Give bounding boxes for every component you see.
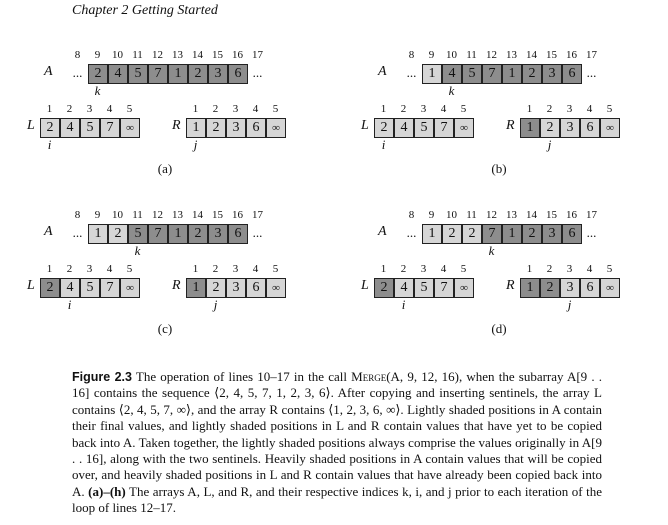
- l-index: 3: [86, 263, 93, 275]
- a-index: 11: [466, 209, 477, 221]
- a-index: 16: [232, 209, 243, 221]
- l-cell: 4: [394, 118, 414, 138]
- a-index: 13: [172, 209, 183, 221]
- a-index: 8: [408, 49, 415, 61]
- a-ellipsis-right: ...: [586, 65, 597, 80]
- i-pointer: i: [47, 137, 52, 152]
- l-index: 3: [420, 263, 427, 275]
- l-index: 5: [460, 263, 467, 275]
- a-index: 10: [446, 49, 457, 61]
- a-index: 13: [172, 49, 183, 61]
- l-cell: 2: [40, 118, 60, 138]
- a-cell: 2: [188, 64, 208, 84]
- l-cell: 5: [414, 118, 434, 138]
- array-a-label: A: [378, 224, 387, 239]
- i-pointer: i: [381, 137, 386, 152]
- array-r-label: R: [172, 278, 181, 293]
- r-index: 5: [606, 103, 613, 115]
- a-cell: 6: [228, 224, 248, 244]
- a-index: 14: [526, 209, 537, 221]
- caption-merge: Merge: [351, 369, 387, 384]
- k-pointer: k: [134, 243, 141, 258]
- r-index: 4: [252, 263, 259, 275]
- a-cell: 1: [502, 224, 522, 244]
- r-index: 5: [272, 263, 279, 275]
- chapter-header: Chapter 2 Getting Started: [72, 3, 218, 18]
- r-cell: ∞: [600, 278, 620, 298]
- array-a-label: A: [378, 64, 387, 79]
- a-index: 17: [586, 49, 597, 61]
- caption-text-3: The arrays A, L, and R, and their respective indices k, i, and j prior to each iteration of the loop of lines 12–17.: [72, 483, 603, 516]
- figure-number: Figure 2.3: [72, 370, 132, 384]
- a-index: 13: [506, 49, 517, 61]
- l-index: 3: [420, 103, 427, 115]
- a-index: 10: [446, 209, 457, 221]
- a-cell: 3: [542, 224, 562, 244]
- a-cell: 4: [108, 64, 128, 84]
- a-cell: 2: [108, 224, 128, 244]
- r-index: 2: [212, 263, 219, 275]
- a-ellipsis-right: ...: [586, 225, 597, 240]
- r-cell: 6: [246, 118, 266, 138]
- r-cell: 6: [246, 278, 266, 298]
- l-index: 4: [440, 263, 447, 275]
- array-a-label: A: [44, 224, 53, 239]
- r-index: 5: [272, 103, 279, 115]
- a-index: 9: [428, 209, 435, 221]
- a-index: 14: [526, 49, 537, 61]
- a-ellipsis-right: ...: [252, 225, 263, 240]
- r-cell: 1: [186, 278, 206, 298]
- a-cell: 2: [88, 64, 108, 84]
- a-cell: 3: [542, 64, 562, 84]
- a-index: 17: [252, 209, 263, 221]
- l-cell: 5: [80, 278, 100, 298]
- a-index: 11: [466, 49, 477, 61]
- r-index: 4: [252, 103, 259, 115]
- l-cell: 4: [60, 118, 80, 138]
- l-cell: 5: [414, 278, 434, 298]
- a-cell: 1: [422, 64, 442, 84]
- r-cell: 1: [186, 118, 206, 138]
- l-index: 3: [86, 103, 93, 115]
- a-index: 12: [152, 49, 163, 61]
- k-pointer: k: [94, 83, 101, 98]
- a-ellipsis-left: ...: [72, 65, 83, 80]
- k-pointer: k: [488, 243, 495, 258]
- l-index: 1: [380, 263, 387, 275]
- a-index: 17: [252, 49, 263, 61]
- r-index: 1: [526, 103, 533, 115]
- a-cell: 6: [228, 64, 248, 84]
- r-cell: 2: [206, 278, 226, 298]
- l-index: 2: [66, 103, 73, 115]
- a-index: 12: [152, 209, 163, 221]
- l-index: 1: [46, 263, 53, 275]
- a-index: 10: [112, 49, 123, 61]
- a-cell: 2: [522, 64, 542, 84]
- r-cell: ∞: [266, 278, 286, 298]
- a-index: 16: [566, 49, 577, 61]
- r-cell: 1: [520, 278, 540, 298]
- array-l-label: L: [361, 118, 369, 133]
- l-index: 5: [460, 103, 467, 115]
- r-cell: ∞: [266, 118, 286, 138]
- l-cell: 7: [100, 278, 120, 298]
- l-index: 5: [126, 263, 133, 275]
- a-ellipsis-left: ...: [406, 65, 417, 80]
- array-l-label: L: [27, 118, 35, 133]
- l-index: 4: [440, 103, 447, 115]
- a-index: 12: [486, 49, 497, 61]
- a-cell: 5: [462, 64, 482, 84]
- a-index: 9: [94, 209, 101, 221]
- l-cell: 7: [434, 278, 454, 298]
- l-index: 2: [400, 263, 407, 275]
- a-index: 10: [112, 209, 123, 221]
- a-cell: 6: [562, 224, 582, 244]
- r-cell: 3: [560, 118, 580, 138]
- a-cell: 4: [442, 64, 462, 84]
- panel-label: (b): [491, 161, 507, 176]
- a-cell: 2: [462, 224, 482, 244]
- r-cell: 2: [206, 118, 226, 138]
- array-r-label: R: [506, 278, 515, 293]
- i-pointer: i: [67, 297, 72, 312]
- a-ellipsis-right: ...: [252, 65, 263, 80]
- r-index: 4: [586, 103, 593, 115]
- j-pointer: j: [547, 137, 552, 152]
- l-cell: 2: [374, 278, 394, 298]
- caption-text-2: (A, 9, 12, 16), when the subarray A[9 . . 16] contains the sequence ⟨2, 4, 5, 7, 1, 2, 3, 6⟩. After copying and inserting sentinels, the array L contains ⟨2, 4, 5, 7, ∞⟩, and the array R contains ⟨1, 2, 3, 6, ∞⟩. Lightly shaded positions in A contain their final values, and lightly shaded positions in L and R contain values that have yet to be copied back into A. Taken together, the lightly shaded positions always comprise the values originally in A[9 . . 16], along with the two sentinels. Heavily shaded positions in A contain values that will be copied over, and heavily shaded positions in L and R contain values that have already been copied back into A.: [72, 369, 603, 499]
- a-index: 8: [408, 209, 415, 221]
- a-index: 12: [486, 209, 497, 221]
- array-r-label: R: [172, 118, 181, 133]
- caption-text-1: The operation of lines 10–17 in the call: [131, 369, 352, 384]
- l-cell: 2: [40, 278, 60, 298]
- a-cell: 1: [502, 64, 522, 84]
- caption-bold: (a)–(h): [88, 483, 126, 499]
- l-index: 4: [106, 103, 113, 115]
- a-index: 14: [192, 209, 203, 221]
- l-index: 1: [46, 103, 53, 115]
- l-cell: ∞: [120, 278, 140, 298]
- l-cell: ∞: [454, 118, 474, 138]
- a-index: 15: [212, 209, 223, 221]
- j-pointer: j: [193, 137, 198, 152]
- r-cell: 6: [580, 278, 600, 298]
- a-cell: 7: [482, 64, 502, 84]
- l-cell: 4: [394, 278, 414, 298]
- r-cell: 1: [520, 118, 540, 138]
- r-index: 2: [546, 103, 553, 115]
- a-index: 11: [132, 49, 143, 61]
- a-cell: 3: [208, 64, 228, 84]
- a-cell: 2: [442, 224, 462, 244]
- l-cell: ∞: [454, 278, 474, 298]
- r-index: 2: [212, 103, 219, 115]
- a-cell: 1: [422, 224, 442, 244]
- a-cell: 3: [208, 224, 228, 244]
- l-cell: 2: [374, 118, 394, 138]
- j-pointer: j: [213, 297, 218, 312]
- a-index: 15: [212, 49, 223, 61]
- k-pointer: k: [448, 83, 455, 98]
- a-cell: 2: [522, 224, 542, 244]
- array-r-label: R: [506, 118, 515, 133]
- a-cell: 1: [168, 224, 188, 244]
- l-index: 1: [380, 103, 387, 115]
- a-cell: 1: [168, 64, 188, 84]
- a-index: 16: [232, 49, 243, 61]
- array-l-label: L: [361, 278, 369, 293]
- r-index: 3: [232, 263, 239, 275]
- panel-label: (d): [491, 321, 507, 336]
- a-cell: 5: [128, 64, 148, 84]
- a-cell: 6: [562, 64, 582, 84]
- l-cell: 7: [100, 118, 120, 138]
- r-cell: 2: [540, 118, 560, 138]
- panel-label: (a): [157, 161, 173, 176]
- r-index: 3: [566, 263, 573, 275]
- r-index: 1: [526, 263, 533, 275]
- j-pointer: j: [567, 297, 572, 312]
- r-index: 2: [546, 263, 553, 275]
- i-pointer: i: [401, 297, 406, 312]
- a-index: 15: [546, 49, 557, 61]
- a-index: 13: [506, 209, 517, 221]
- array-l-label: L: [27, 278, 35, 293]
- a-index: 9: [428, 49, 435, 61]
- l-index: 2: [66, 263, 73, 275]
- a-cell: 2: [188, 224, 208, 244]
- l-index: 5: [126, 103, 133, 115]
- r-cell: 3: [226, 278, 246, 298]
- l-cell: 5: [80, 118, 100, 138]
- r-index: 1: [192, 263, 199, 275]
- a-ellipsis-left: ...: [406, 225, 417, 240]
- l-index: 2: [400, 103, 407, 115]
- a-index: 9: [94, 49, 101, 61]
- a-cell: 7: [148, 224, 168, 244]
- figure-caption: [72, 369, 602, 517]
- r-index: 1: [192, 103, 199, 115]
- a-cell: 5: [128, 224, 148, 244]
- a-index: 16: [566, 209, 577, 221]
- a-index: 8: [74, 49, 81, 61]
- array-a-label: A: [44, 64, 53, 79]
- r-index: 3: [232, 103, 239, 115]
- a-cell: 7: [148, 64, 168, 84]
- a-index: 8: [74, 209, 81, 221]
- a-cell: 1: [88, 224, 108, 244]
- r-index: 3: [566, 103, 573, 115]
- l-cell: 7: [434, 118, 454, 138]
- r-cell: ∞: [600, 118, 620, 138]
- l-index: 4: [106, 263, 113, 275]
- r-cell: 2: [540, 278, 560, 298]
- a-index: 17: [586, 209, 597, 221]
- r-cell: 3: [560, 278, 580, 298]
- a-index: 15: [546, 209, 557, 221]
- a-index: 14: [192, 49, 203, 61]
- a-ellipsis-left: ...: [72, 225, 83, 240]
- r-cell: 6: [580, 118, 600, 138]
- l-cell: 4: [60, 278, 80, 298]
- l-cell: ∞: [120, 118, 140, 138]
- a-cell: 7: [482, 224, 502, 244]
- r-index: 5: [606, 263, 613, 275]
- r-index: 4: [586, 263, 593, 275]
- r-cell: 3: [226, 118, 246, 138]
- panel-label: (c): [157, 321, 173, 336]
- a-index: 11: [132, 209, 143, 221]
